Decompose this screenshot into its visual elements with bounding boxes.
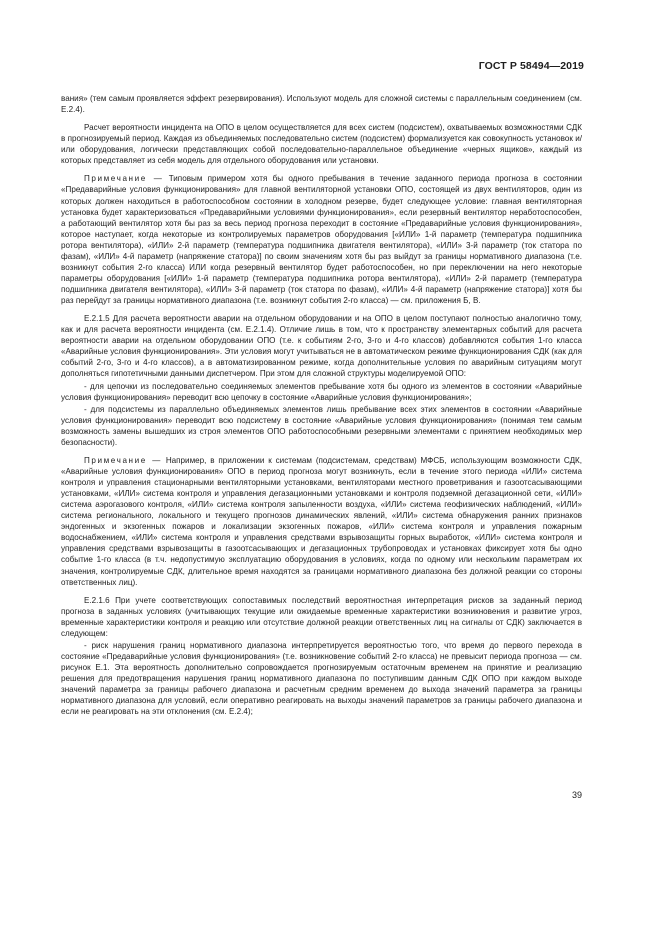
paragraph-continuation: вания» (тем самым проявляется эффект резервирования). Используют модель для сложной системы с параллельным соединением (см. Е.2.4). (61, 94, 582, 115)
note-text: Типовым примером хотя бы одного пребывания в течение заданного периода прогноза в состоянии «Предаварийные условия функционирования» для главной вентиляторной установки ОПО, состоящей из двух вентиляторов, один из которых должен находиться в работоспособном состоянии в холодном резерве, будет следующее условие: главная вентиляторная установка будет характеризоваться «Предаварийными условиями функционирования», если резервный вентилятор неработоспособен, а работающий вентилятор хотя бы раз за весь период прогноза переходит в состояние «Предаварийные условия функционирования», которое наступает, когда некоторые из контролируемых параметров оборудования [«ИЛИ» 1-й параметр (температура подшипника ротора вентилятора), «ИЛИ» 2-й параметр (температура подшипника двигателя вентилятора), «ИЛИ» 3-й параметр (ток статора по фазам), «ИЛИ» 4-й параметр (напряжение статора)] по своим значениям хотя бы раз выйдут за границы нормативного диапазона (т.е. возникнут события 2-го класса) ИЛИ когда резервный вентилятор будет работоспособен, но при переключении на него некоторые параметры оборудования [«ИЛИ» 1-й параметр (температура подшипника ротора вентилятора), «ИЛИ» 2-й параметр (температура подшипника двигателя вентилятора), «ИЛИ» 3-й параметр (ток статора по фазам), «ИЛИ» 4-й параметр (напряжение статора)] хотя бы раз перейдут за границы нормативного диапазона (т.е. возникнут события 2-го класса) — см. приложения Б, В. (61, 174, 583, 306)
paragraph-incident-probability: Расчет вероятности инцидента на ОПО в целом осуществляется для всех систем (подсистем), охватываемых возможностями СДК в прогнозируемый период. Каждая из объединяемых последовательно систем (подсистем) формализуется как совокупность установок и/или оборудования, логически представляющих собой последовательно-параллельное объединение «черных ящиков», каждый из которых представляет из себя модель для отдельного оборудования или установки. (61, 123, 582, 166)
note-mfsb (61, 455, 582, 588)
paragraph-e215: Е.2.1.5 Для расчета вероятности аварии на отдельном оборудовании и на ОПО в целом поступают полностью аналогично тому, как и для расчета вероятности инцидента (см. Е.2.1.4). Отличие лишь в том, что к пространству элементарных событий для расчета вероятности аварии на отдельном оборудовании ОПО (т.е. к событиям 2-го, 3-го и 4-го классов) добавляются события 1-го класса «Аварийные условия функционирования». Эти условия могут учитываться не в автоматическом режиме функционирования СДК (как для событий 2-го, 3-го и 4-го классов), а в автоматизированном режиме, когда дополнительные условия по аварийным ситуациям могут дополняться гипотетичными данными диспетчером. При этом для сложной структуры моделируемой ОПО: (61, 314, 582, 379)
note-ventilation (61, 173, 582, 306)
note-label: Примечание — (84, 455, 162, 465)
document-header: ГОСТ Р 58494—2019 (478, 60, 584, 72)
note-text: Например, в приложении к системам (подсистемам, средствам) МФСБ, использующим возможности СДК, «Аварийные условия функционирования» ОПО в период прогноза могут возникнуть, если в течение этого периода «ИЛИ» система контроля и управления стационарными вентиляторными установками, вентиляторами местного проветривания и газоотсасывающими установками, «ИЛИ» система контроля и управления дегазационными установками и контроля подземной дегазационной сети, «ИЛИ» система аэрогазового контроля, «ИЛИ» система контроля запыленности воздуха, «ИЛИ» система геофизических наблюдений, «ИЛИ» система регионального, локального и текущего прогнозов динамических явлений, «ИЛИ» система обнаружения ранних признаков эндогенных и экзогенных пожаров и локализации экзогенных пожаров, «ИЛИ» система контроля и управления пожарным водоснабжением, «ИЛИ» система контроля и управления средствами взрывозащиты горных выработок, «ИЛИ» система контроля и управления средствами взрывозащиты в газоотсасывающих и дегазационных трубопроводах и установках фиксирует хотя бы одно событие 1-го класса (в т.ч. недопустимую эксплуатацию оборудования в условиях, когда по одному или нескольким параметрам их значения, контролируемые СДК, длительное время находятся за границами нормативного диапазона без должной реакции со стороны ответственных лиц). (61, 455, 583, 587)
note-label: Примечание — (84, 174, 164, 184)
page-number: 39 (571, 790, 582, 800)
list-item-parallel: - для подсистемы из параллельно объединяемых элементов лишь пребывание всех этих элементов в состоянии «Аварийные условия функционирования» переводит всю подсистему в состояние «Аварийные условия функционирования» (понимая тем самым возможность замены вышедших из строя элементов ОПО работоспособными резервными элементами с принятием необходимых мер безопасности). (61, 404, 582, 447)
paragraph-e216: Е.2.1.6 При учете соответствующих сопоставимых последствий вероятностная интерпретация рисков за заданный период прогноза в заданных условиях (учитывающих текущие или ожидаемые временные характеристики возникновения и развитие угроз, временные характеристики контроля и реакцию или отсутствие должной реакции ответственных лиц на сигналы от СДК) заключается в следующем: (61, 595, 582, 638)
list-item-risk: - риск нарушения границ нормативного диапазона интерпретируется вероятностью того, что время до первого перехода в состояние «Предаварийные условия функционирования» (т.е. возникновение событий 2-го класса) не превысит периода прогноза — см. рисунок Е.1. Эта вероятность дополнительно сопровождается прогнозируемым остаточным временем на принятие и реализацию решения для предотвращения нарушения границ нормативного диапазона по поступившим данным СДК ОПО при каждом выходе значений параметра за границы рабочего диапазона и расчетным средним временем до выхода значений параметра за границы нормативного диапазона для условий, если оперативно реагировать на выходы значений параметров за границы рабочего диапазона и если не реагировать на эти отклонения (см. Е.2.4); (61, 640, 582, 717)
list-item-serial: - для цепочки из последовательно соединяемых элементов пребывание хотя бы одного из элементов в состоянии «Аварийные условия функционирования» переводит всю цепочку в состояние «Аварийные условия функционирования»; (61, 381, 582, 402)
document-body (61, 93, 582, 718)
